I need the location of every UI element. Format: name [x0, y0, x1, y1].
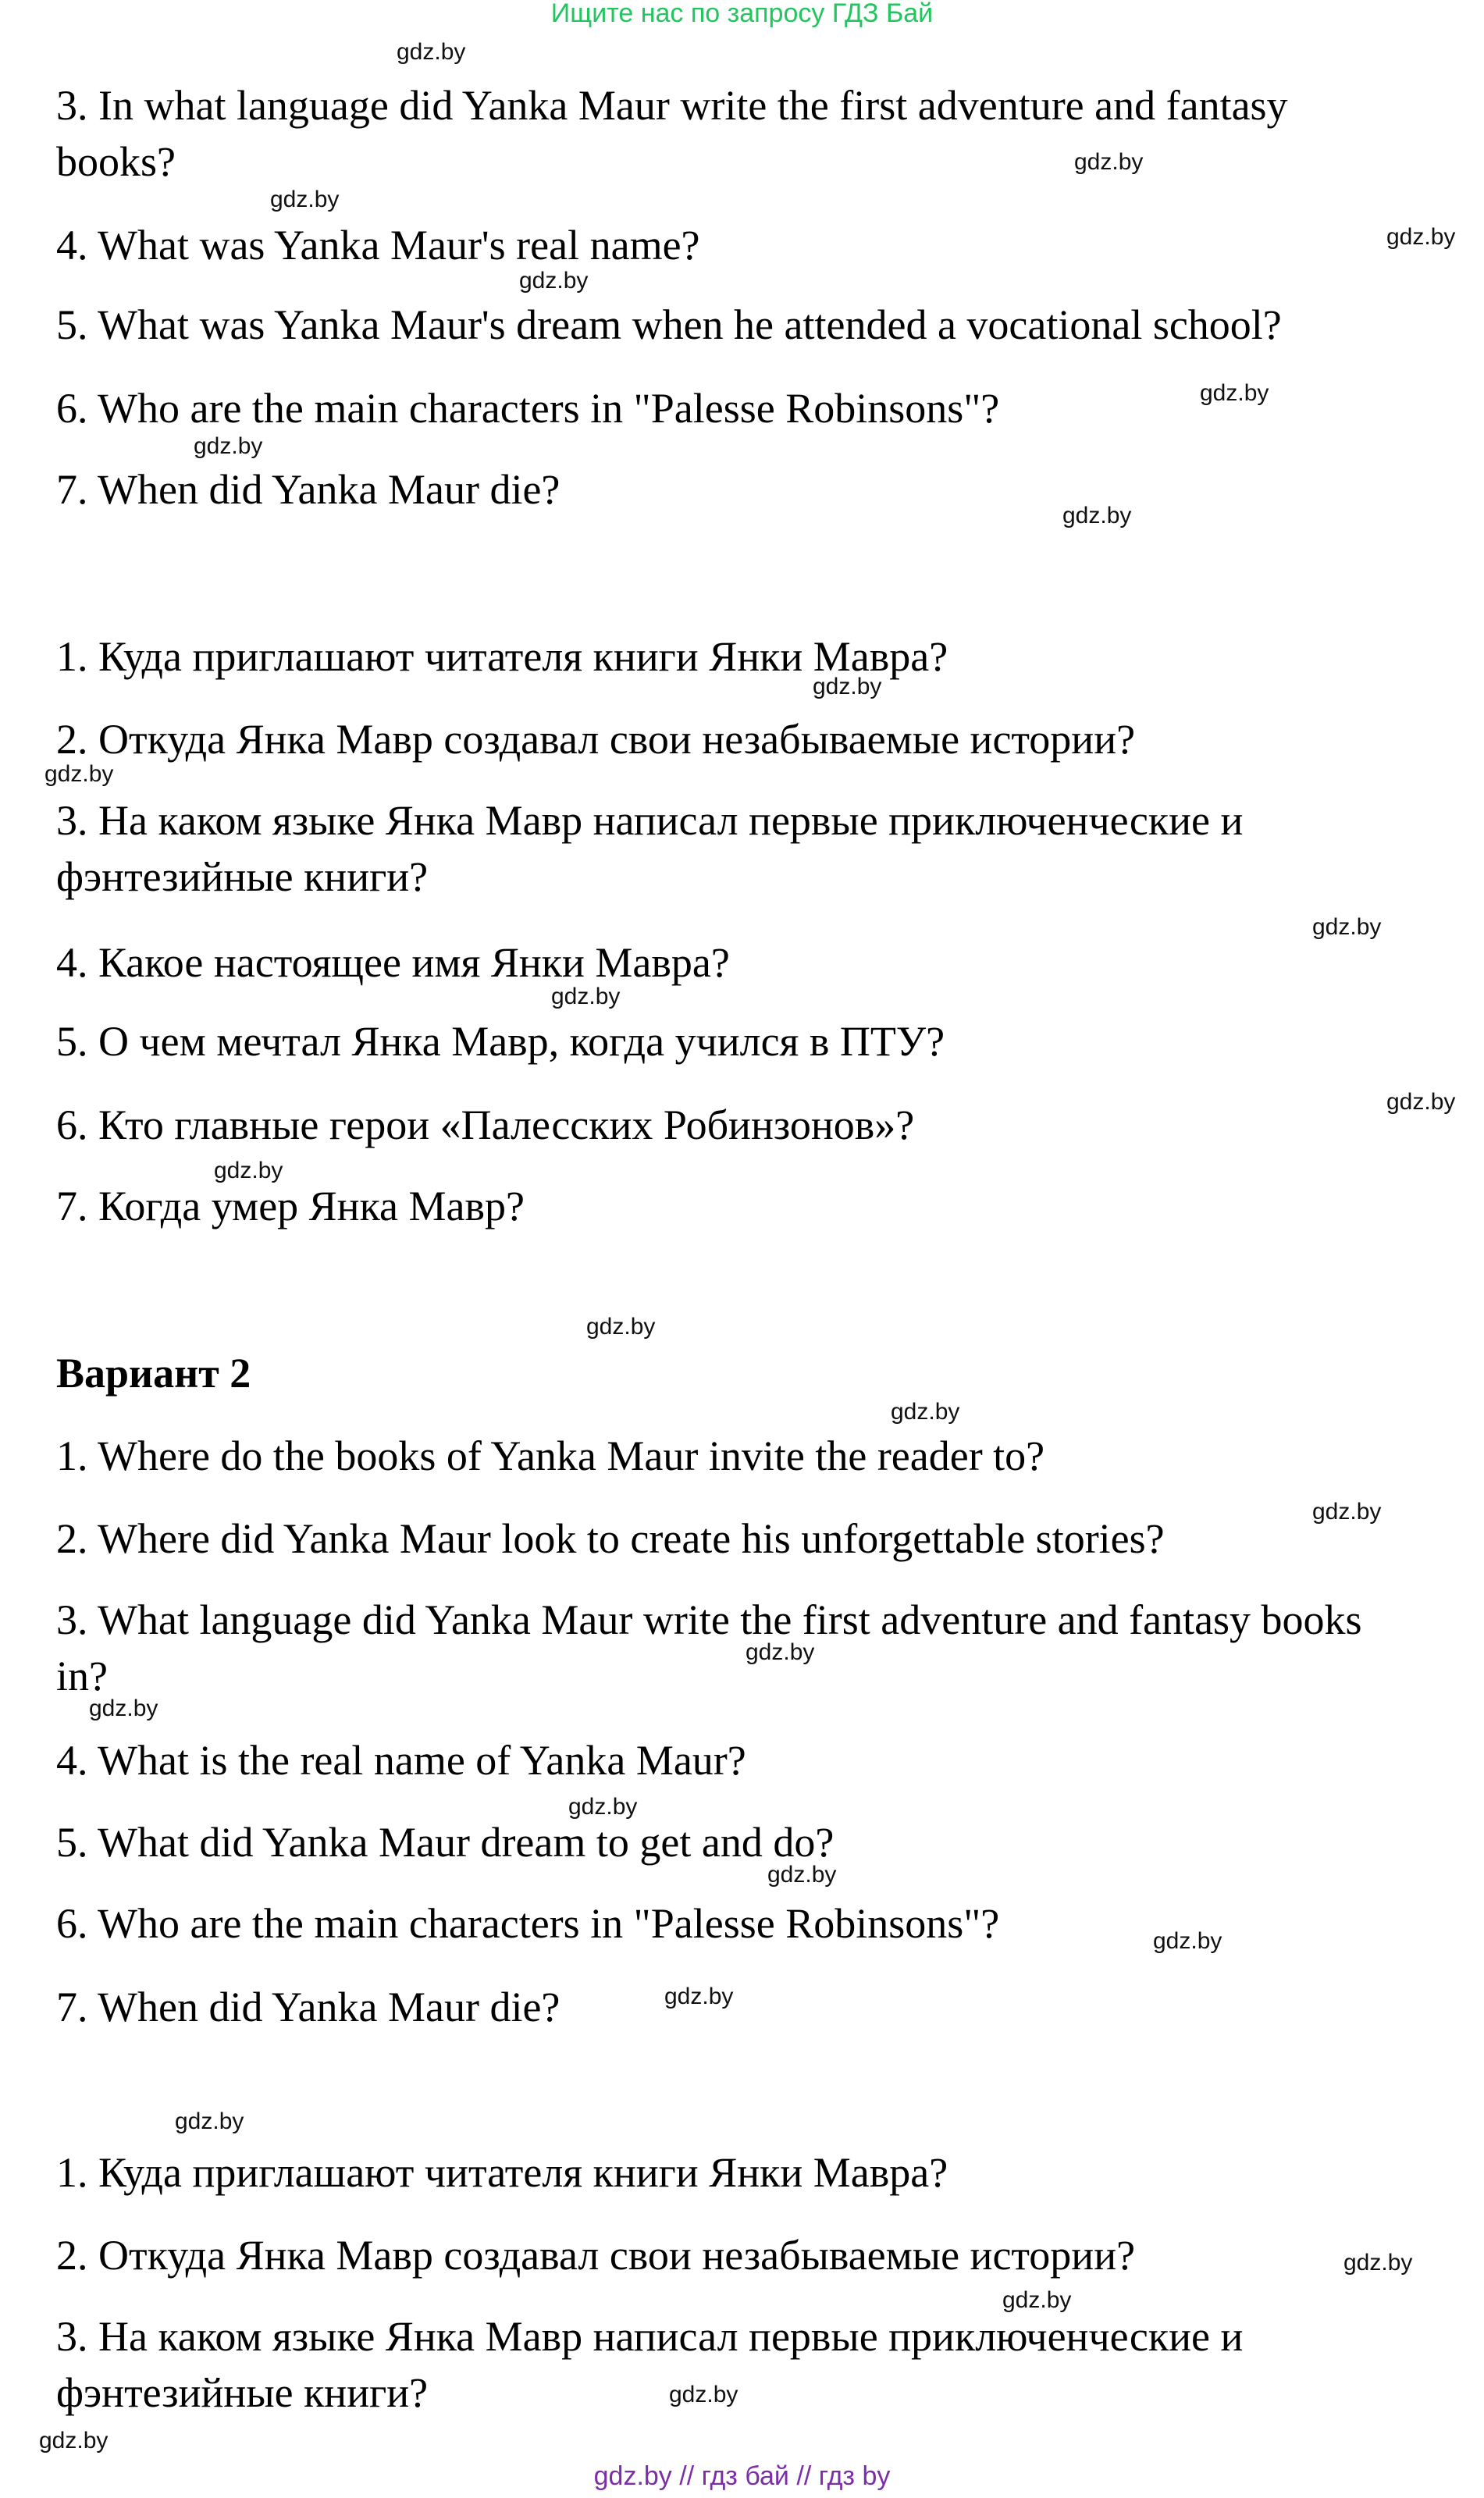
question-ru-3: 3. На каком языке Янка Мавр написал первые приключенческие и фэнтезийные книги?	[56, 797, 1244, 900]
watermark: gdz.by	[1074, 149, 1144, 175]
watermark: gdz.by	[1312, 1499, 1382, 1525]
watermark: gdz.by	[519, 268, 589, 294]
watermark: gdz.by	[568, 1794, 638, 1820]
watermark: gdz.by	[1386, 224, 1456, 250]
question-ru-7: 7. Когда умер Янка Мавр?	[56, 1183, 525, 1229]
top-banner[interactable]: Ищите нас по запросу ГДЗ Бай	[550, 0, 934, 28]
watermark: gdz.by	[39, 2428, 109, 2454]
question-ru-4: 4. Какое настоящее имя Янки Мавра?	[56, 939, 730, 986]
watermark: gdz.by	[813, 674, 882, 699]
variant2-question-ru-1: 1. Куда приглашают читателя книги Янки Мавра?	[56, 2149, 948, 2196]
footer-links[interactable]: gdz.by // гдз бай // гдз by	[593, 2461, 891, 2491]
watermark: gdz.by	[397, 39, 466, 65]
watermark: gdz.by	[1062, 503, 1132, 528]
variant2-question-en-7: 7. When did Yanka Maur die?	[56, 1984, 561, 2030]
watermark: gdz.by	[1153, 1928, 1222, 1954]
question-en-4: 4. What was Yanka Maur's real name?	[56, 222, 700, 269]
watermark: gdz.by	[175, 2108, 244, 2134]
watermark: gdz.by	[1386, 1089, 1456, 1115]
watermark: gdz.by	[270, 187, 340, 212]
variant2-question-en-1: 1. Where do the books of Yanka Maur invite the reader to?	[56, 1432, 1045, 1479]
watermark: gdz.by	[746, 1639, 815, 1665]
watermark: gdz.by	[1200, 380, 1269, 406]
watermark: gdz.by	[551, 984, 621, 1009]
question-en-6: 6. Who are the main characters in "Palesse Robinsons"?	[56, 385, 1000, 432]
watermark: gdz.by	[1002, 2287, 1072, 2313]
watermark: gdz.by	[586, 1314, 656, 1340]
variant2-question-en-4: 4. What is the real name of Yanka Maur?	[56, 1737, 746, 1784]
variant-heading: Вариант 2	[56, 1350, 251, 1397]
watermark: gdz.by	[1343, 2250, 1413, 2276]
question-ru-1: 1. Куда приглашают читателя книги Янки Мавра?	[56, 633, 948, 680]
watermark: gdz.by	[214, 1158, 283, 1183]
variant2-question-en-3: 3. What language did Yanka Maur write the first adventure and fantasy books in?	[56, 1596, 1362, 1699]
variant2-question-en-6: 6. Who are the main characters in "Palesse Robinsons"?	[56, 1900, 1000, 1947]
watermark: gdz.by	[664, 1984, 734, 2009]
watermark: gdz.by	[1312, 914, 1382, 940]
watermark: gdz.by	[89, 1696, 158, 1721]
variant2-question-en-2: 2. Where did Yanka Maur look to create his unforgettable stories?	[56, 1515, 1165, 1562]
question-en-5: 5. What was Yanka Maur's dream when he attended a vocational school?	[56, 301, 1282, 348]
variant2-question-ru-2: 2. Откуда Янка Мавр создавал свои незабываемые истории?	[56, 2232, 1136, 2279]
watermark: gdz.by	[44, 761, 114, 787]
watermark: gdz.by	[891, 1399, 960, 1425]
watermark: gdz.by	[194, 433, 263, 459]
watermark: gdz.by	[669, 2382, 738, 2407]
variant2-question-en-5: 5. What did Yanka Maur dream to get and do?	[56, 1819, 835, 1866]
question-ru-5: 5. О чем мечтал Янка Мавр, когда учился в ПТУ?	[56, 1018, 945, 1065]
question-ru-6: 6. Кто главные герои «Палесских Робинзонов»?	[56, 1101, 915, 1148]
question-en-3: 3. In what language did Yanka Maur write the first adventure and fantasy books?	[56, 82, 1288, 185]
variant2-question-ru-3: 3. На каком языке Янка Мавр написал первые приключенческие и фэнтезийные книги?	[56, 2313, 1244, 2416]
question-ru-2: 2. Откуда Янка Мавр создавал свои незабываемые истории?	[56, 716, 1136, 763]
watermark: gdz.by	[767, 1862, 837, 1888]
question-en-7: 7. When did Yanka Maur die?	[56, 466, 561, 513]
